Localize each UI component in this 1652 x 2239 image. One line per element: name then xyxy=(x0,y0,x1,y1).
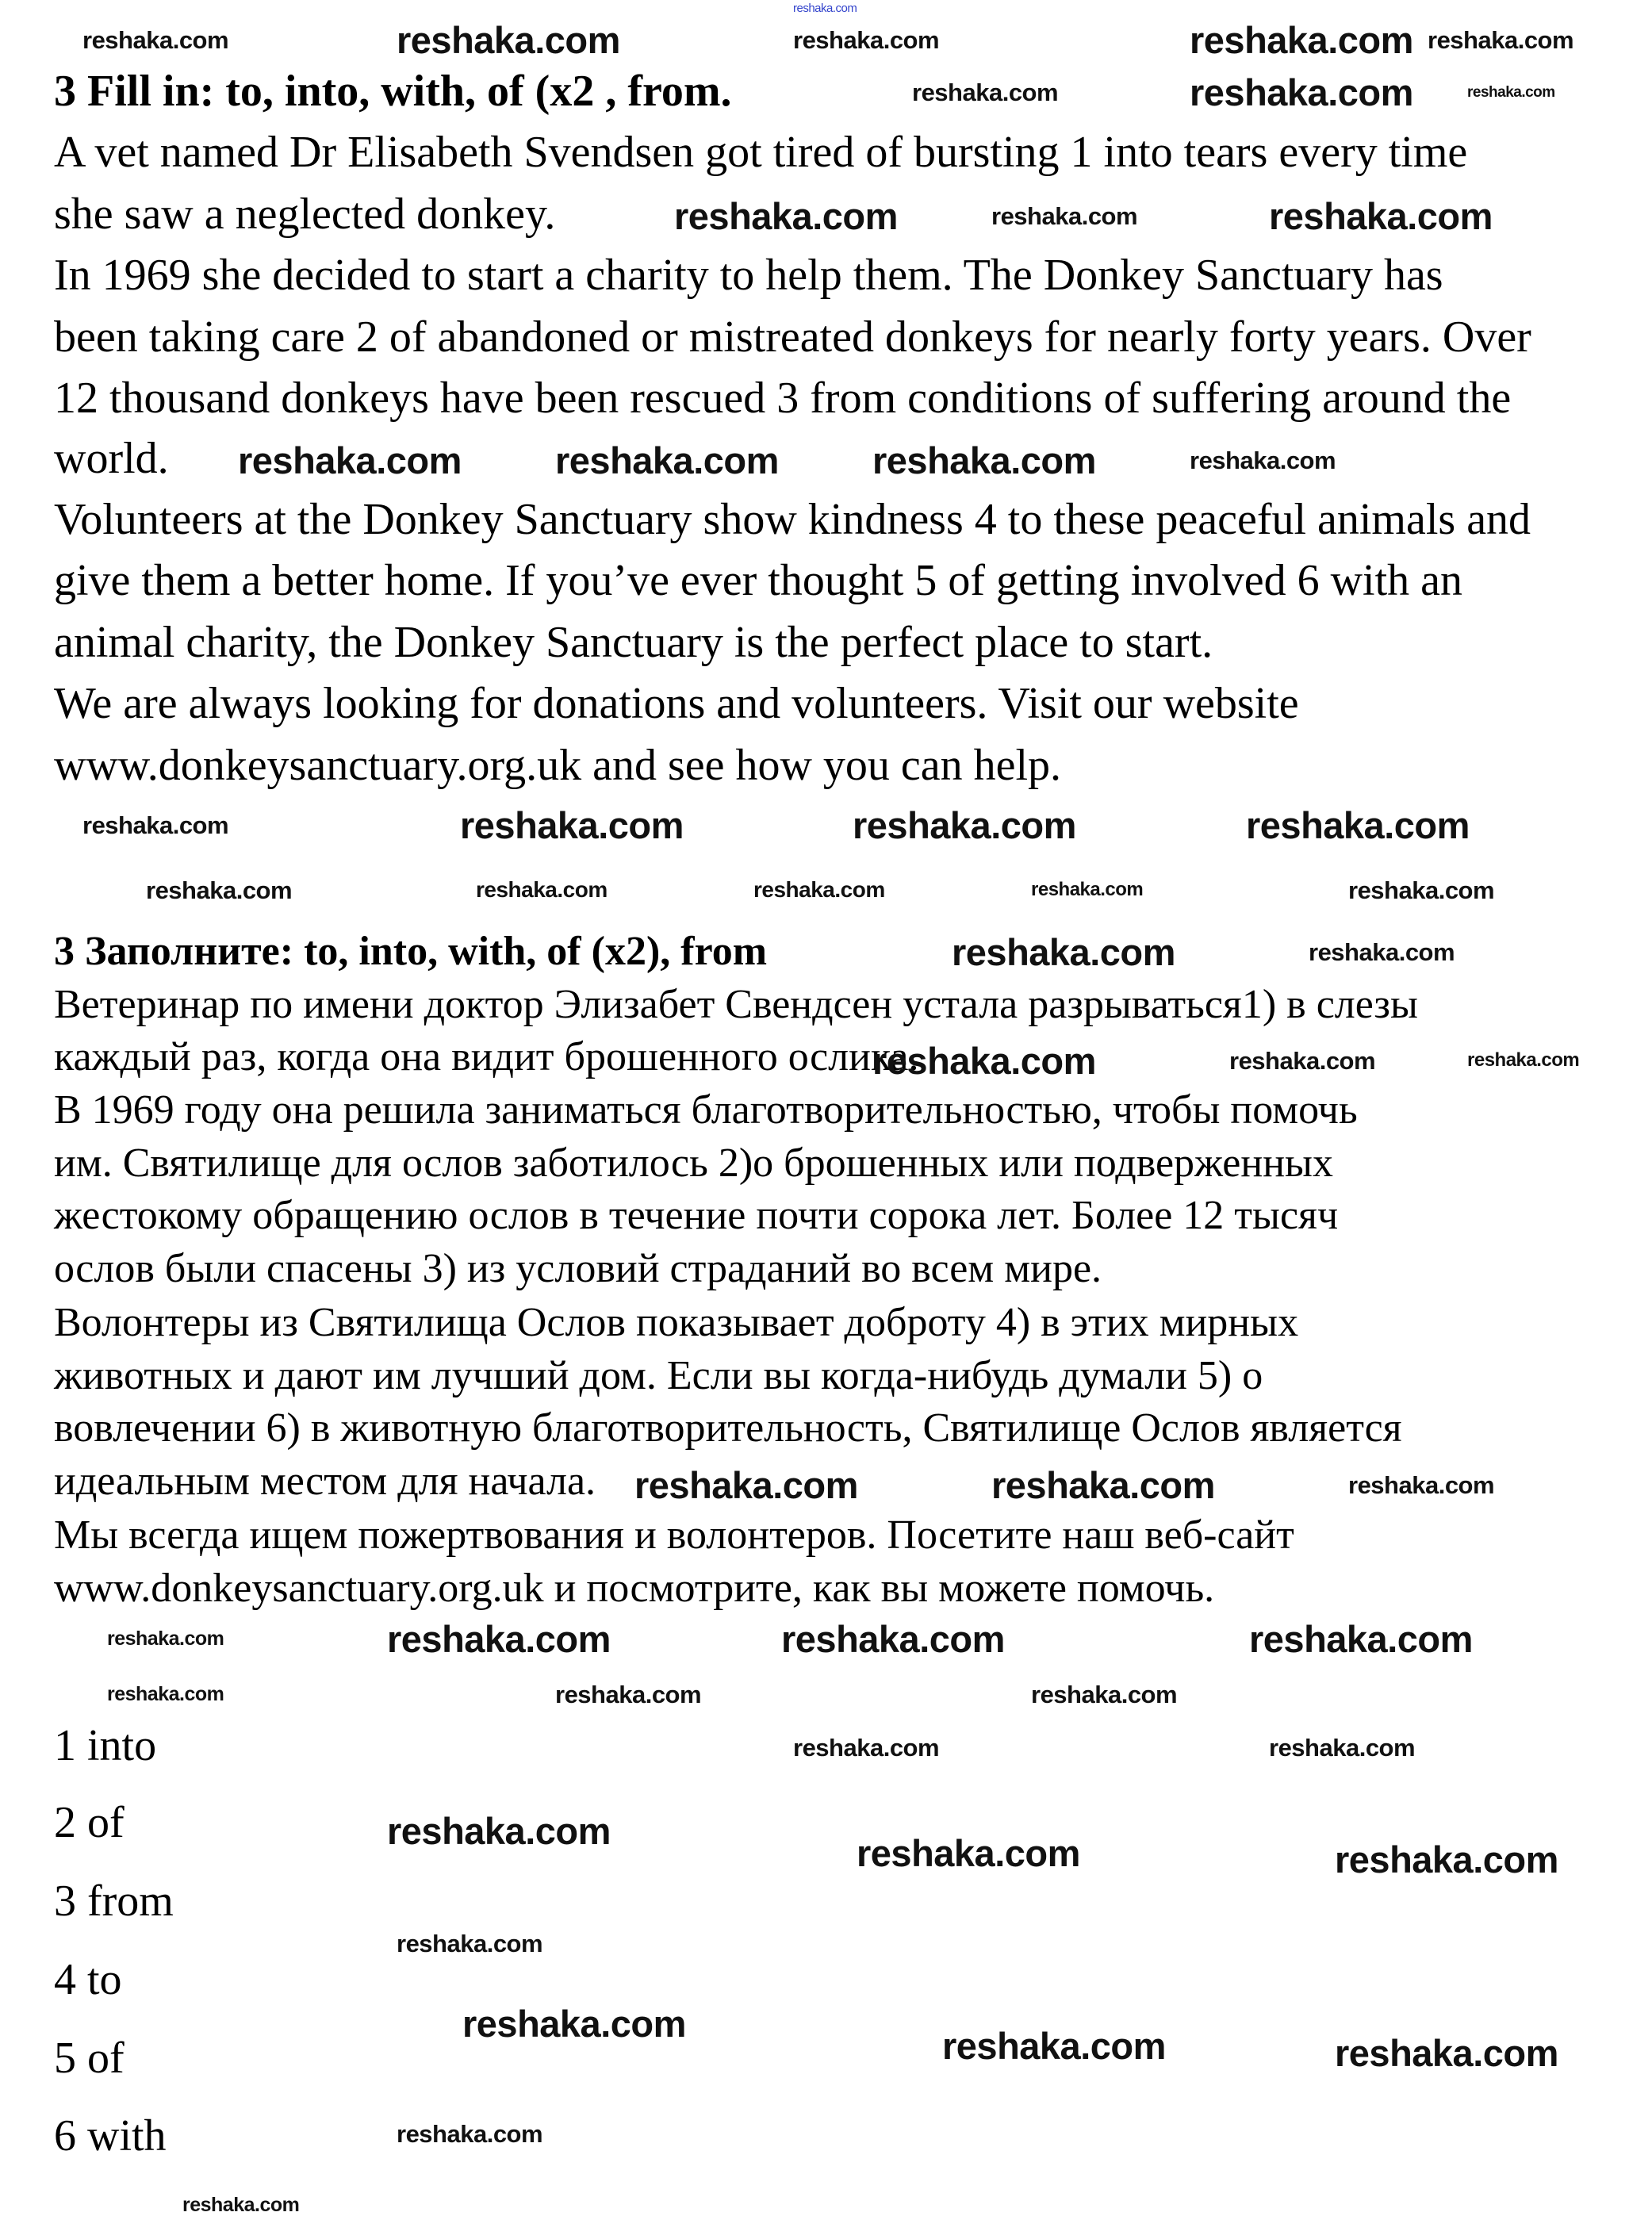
english-text-line: animal charity, the Donkey Sanctuary is the perfect place to start. xyxy=(54,618,1213,667)
watermark-text: reshaka.com xyxy=(1190,446,1336,474)
english-text-line: www.donkeysanctuary.org.uk and see how you can help. xyxy=(54,741,1062,790)
russian-text-line: Мы всегда ищем пожертвования и волонтеров. Посетите наш веб-сайт xyxy=(54,1512,1294,1558)
watermark-text: reshaka.com xyxy=(1335,2031,1558,2074)
english-text-line: We are always looking for donations and volunteers. Visit our website xyxy=(54,679,1299,728)
answer-line: 5 of xyxy=(54,2034,125,2083)
answer-line: 3 from xyxy=(54,1877,174,1926)
watermark-text: reshaka.com xyxy=(781,1617,1005,1660)
watermark-text: reshaka.com xyxy=(634,1463,858,1506)
watermark-text: reshaka.com xyxy=(1269,1733,1416,1762)
watermark-text: reshaka.com xyxy=(555,1680,702,1708)
watermark-text: reshaka.com xyxy=(1309,937,1455,966)
answer-line: 4 to xyxy=(54,1955,122,2004)
russian-text-line: вовлечении 6) в животную благотворительность, Святилище Ослов является xyxy=(54,1405,1402,1451)
english-text-line: In 1969 she decided to start a charity to help them. The Donkey Sanctuary has xyxy=(54,251,1443,300)
watermark-text: reshaka.com xyxy=(182,2193,300,2216)
russian-text-line: В 1969 году она решила заниматься благотворительностью, чтобы помочь xyxy=(54,1087,1358,1133)
russian-text-line: www.donkeysanctuary.org.uk и посмотрите, как вы можете помочь. xyxy=(54,1566,1215,1611)
watermark-text: reshaka.com xyxy=(991,201,1138,230)
english-text-line: Volunteers at the Donkey Sanctuary show kindness 4 to these peaceful animals and xyxy=(54,495,1531,544)
watermark-text: reshaka.com xyxy=(397,1929,543,1957)
watermark-text: reshaka.com xyxy=(1190,18,1413,61)
watermark-text: reshaka.com xyxy=(1190,71,1413,113)
english-text-line: world. xyxy=(54,434,169,483)
russian-text-line: Волонтеры из Святилища Ослов показывает доброту 4) в этих мирных xyxy=(54,1300,1299,1345)
watermark-text: reshaka.com xyxy=(107,1682,224,1705)
english-exercise-title: 3 Fill in: to, into, with, of (x2 , from. xyxy=(54,67,732,116)
english-text-line: 12 thousand donkeys have been rescued 3 from conditions of suffering around the xyxy=(54,374,1512,423)
watermark-text: reshaka.com xyxy=(107,1627,224,1650)
english-text-line: she saw a neglected donkey. xyxy=(54,190,556,239)
watermark-text: reshaka.com xyxy=(793,1733,940,1762)
watermark-text: reshaka.com xyxy=(462,2002,686,2045)
watermark-text: reshaka.com xyxy=(952,930,1175,973)
watermark-text: reshaka.com xyxy=(387,1617,611,1660)
watermark-text: reshaka.com xyxy=(387,1809,611,1852)
watermark-text: reshaka.com xyxy=(397,18,620,61)
watermark-text: reshaka.com xyxy=(1249,1617,1473,1660)
watermark-text: reshaka.com xyxy=(397,2119,543,2148)
russian-text-line: им. Святилище для ослов заботилось 2)о брошенных или подверженных xyxy=(54,1141,1333,1186)
russian-text-line: каждый раз, когда она видит брошенного ослика. xyxy=(54,1034,919,1079)
watermark-text: reshaka.com xyxy=(146,876,293,904)
russian-text-line: жестокому обращению ослов в течение почти сорока лет. Более 12 тысяч xyxy=(54,1193,1339,1238)
watermark-text: reshaka.com xyxy=(912,78,1059,106)
answer-line: 2 of xyxy=(54,1798,125,1847)
russian-text-line: ослов были спасены 3) из условий страданий во всем мире. xyxy=(54,1246,1102,1291)
watermark-text: reshaka.com xyxy=(793,25,940,54)
answer-line: 6 with xyxy=(54,2111,167,2160)
russian-exercise-title: 3 Заполните: to, into, with, of (x2), from xyxy=(54,929,768,974)
english-text-line: give them a better home. If you’ve ever thought 5 of getting involved 6 with an xyxy=(54,556,1462,605)
watermark-text: reshaka.com xyxy=(1467,1049,1580,1071)
watermark-text: reshaka.com xyxy=(674,194,898,237)
watermark-text: reshaka.com xyxy=(793,1,857,15)
watermark-text: reshaka.com xyxy=(942,2024,1166,2067)
watermark-text: reshaka.com xyxy=(460,803,684,846)
watermark-text: reshaka.com xyxy=(555,439,779,481)
watermark-text: reshaka.com xyxy=(1031,879,1144,900)
watermark-text: reshaka.com xyxy=(238,439,462,481)
watermark-text: reshaka.com xyxy=(1335,1838,1558,1881)
watermark-text: reshaka.com xyxy=(853,803,1076,846)
watermark-text: reshaka.com xyxy=(1467,83,1555,101)
watermark-text: reshaka.com xyxy=(1348,1470,1495,1499)
watermark-text: reshaka.com xyxy=(82,811,229,839)
watermark-text: reshaka.com xyxy=(1229,1046,1376,1075)
watermark-text: reshaka.com xyxy=(1428,25,1574,54)
english-text-line: been taking care 2 of abandoned or mistreated donkeys for nearly forty years. Over xyxy=(54,312,1531,362)
russian-text-line: Ветеринар по имени доктор Элизабет Свендсен устала разрываться1) в слезы xyxy=(54,982,1418,1027)
english-text-line: A vet named Dr Elisabeth Svendsen got tired of bursting 1 into tears every time xyxy=(54,128,1468,177)
watermark-text: reshaka.com xyxy=(476,877,608,902)
watermark-text: reshaka.com xyxy=(753,877,885,902)
watermark-text: reshaka.com xyxy=(1269,194,1493,237)
russian-text-line: животных и дают им лучший дом. Если вы когда-нибудь думали 5) о xyxy=(54,1353,1263,1398)
watermark-text: reshaka.com xyxy=(1348,876,1495,904)
russian-text-line: идеальным местом для начала. xyxy=(54,1459,596,1504)
watermark-text: reshaka.com xyxy=(82,25,229,54)
watermark-text: reshaka.com xyxy=(872,439,1096,481)
watermark-text: reshaka.com xyxy=(857,1831,1080,1874)
watermark-text: reshaka.com xyxy=(991,1463,1215,1506)
watermark-text: reshaka.com xyxy=(1246,803,1470,846)
answer-line: 1 into xyxy=(54,1721,157,1770)
watermark-text: reshaka.com xyxy=(1031,1680,1178,1708)
watermark-text: reshaka.com xyxy=(872,1039,1096,1082)
